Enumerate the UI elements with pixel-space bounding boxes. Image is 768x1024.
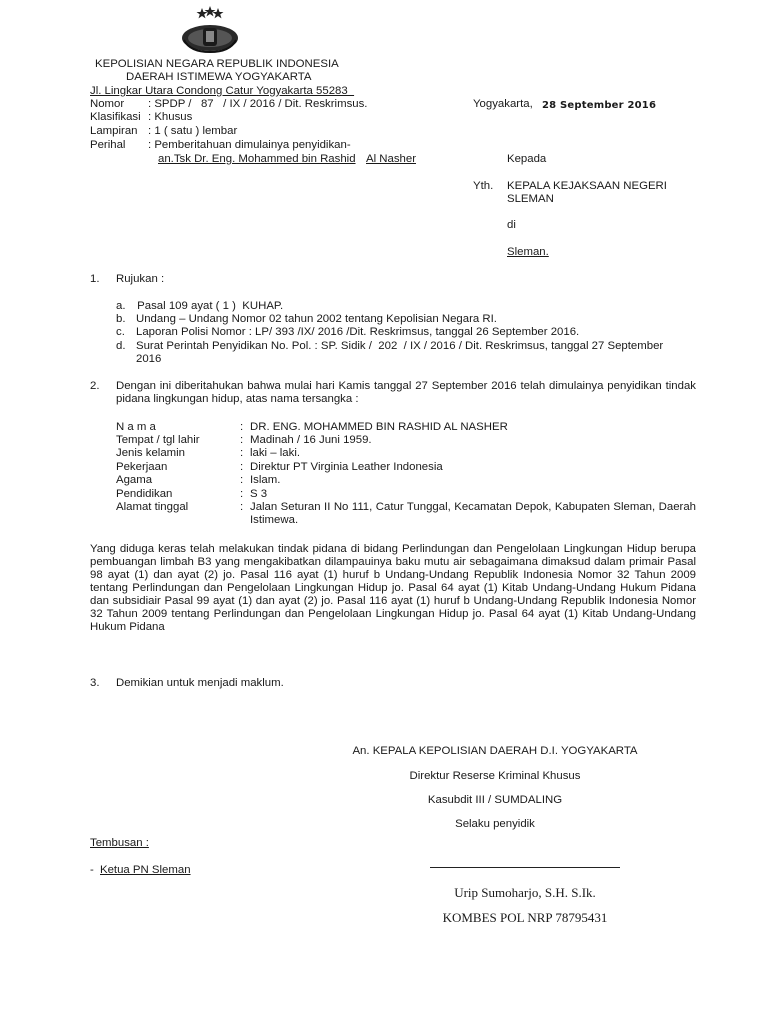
field-colon: : xyxy=(240,474,244,486)
letter-date: 28 September 2016 xyxy=(542,100,657,111)
klasifikasi-value: : Khusus xyxy=(148,111,193,123)
section2-number: 2. xyxy=(90,380,100,392)
tembusan-item: Ketua PN Sleman xyxy=(100,864,191,876)
field-value-ttl: Madinah / 16 Juni 1959. xyxy=(250,434,372,446)
field-label-ttl: Tempat / tgl lahir xyxy=(116,434,200,446)
ref-a-marker: a. xyxy=(116,300,126,312)
signer-name: Urip Sumoharjo, S.H. S.Ik. xyxy=(454,885,596,900)
field-colon: : xyxy=(240,421,244,433)
field-value-nama: DR. ENG. MOHAMMED BIN RASHID AL NASHER xyxy=(250,421,508,433)
field-colon: : xyxy=(240,461,244,473)
tembusan-dash: - xyxy=(90,864,94,876)
field-value-address: Jalan Seturan II No 111, Catur Tunggal, Kecamatan Depok, Kabupaten Sleman, Daerah Istimewa. xyxy=(250,501,696,526)
recipient-kepada: Kepada xyxy=(507,153,547,165)
signature-line4: Selaku penyidik xyxy=(455,818,535,830)
field-label-nama: N a m a xyxy=(116,421,156,433)
field-label-education: Pendidikan xyxy=(116,488,173,500)
police-emblem-icon xyxy=(178,6,242,54)
ref-a-text: Pasal 109 ayat ( 1 ) KUHAP. xyxy=(134,300,284,312)
recipient-line2: SLEMAN xyxy=(507,193,554,205)
signature-line3: Kasubdit III / SUMDALING xyxy=(427,794,563,806)
ref-b-text: Undang – Undang Nomor 02 tahun 2002 tentang Kepolisian Negara RI. xyxy=(136,313,497,325)
field-label-address: Alamat tinggal xyxy=(116,501,189,513)
org-line2: DAERAH ISTIMEWA YOGYAKARTA xyxy=(126,71,312,83)
nomor-label: Nomor xyxy=(90,98,125,110)
field-colon: : xyxy=(240,447,244,459)
ref-c-text: Laporan Polisi Nomor : LP/ 393 /IX/ 2016 /Dit. Reskrimsus, tanggal 26 September 2016. xyxy=(136,326,580,338)
recipient-yth: Yth. xyxy=(473,180,494,192)
tembusan-title: Tembusan : xyxy=(90,837,149,849)
perihal-value-line2: an.Tsk Dr. Eng. Mohammed bin Rashid xyxy=(158,153,356,165)
field-value-religion: Islam. xyxy=(250,474,281,486)
field-colon: : xyxy=(240,488,244,500)
recipient-place: Sleman. xyxy=(507,246,549,258)
perihal-value: : Pemberitahuan dimulainya penyidikan- xyxy=(148,139,351,151)
ref-d-marker: d. xyxy=(116,340,126,352)
recipient-line1: KEPALA KEJAKSAAN NEGERI xyxy=(507,180,667,192)
lampiran-label: Lampiran xyxy=(90,125,138,137)
section3-text: Demikian untuk menjadi maklum. xyxy=(116,677,284,689)
org-line1: KEPOLISIAN NEGARA REPUBLIK INDONESIA xyxy=(95,58,339,70)
field-label-gender: Jenis kelamin xyxy=(116,447,186,459)
ref-d-text: Surat Perintah Penyidikan No. Pol. : SP. Sidik / 202 / IX / 2016 / Dit. Reskrimsus, tanggal 27 September xyxy=(136,340,664,352)
nomor-value: : SPDP / 87 / IX / 2016 / Dit. Reskrimsus. xyxy=(148,98,368,110)
field-colon: : xyxy=(240,501,244,513)
ref-c-marker: c. xyxy=(116,326,125,338)
signer-rank: KOMBES POL NRP 78795431 xyxy=(442,910,608,925)
place-city: Yogyakarta, xyxy=(473,98,533,110)
signature-line xyxy=(430,867,620,868)
signature-line1: An. KEPALA KEPOLISIAN DAERAH D.I. YOGYAKARTA xyxy=(352,745,638,757)
section2-intro: Dengan ini diberitahukan bahwa mulai hari Kamis tanggal 27 September 2016 telah dimulainya penyidikan tindak pidana lingkungan hidup, atas nama tersangka : xyxy=(116,380,696,405)
charge-paragraph: Yang diduga keras telah melakukan tindak pidana di bidang Perlindungan dan Pengelolaan Lingkungan Hidup berupa pembuangan limbah B3 yang mengakibatkan dilampauinya baku mutu air sebagaimana dimaksud dalam primair Pasal 98 ayat (1) dan ayat (2) jo. Pasal 116 ayat (1) huruf b Undang-Undang Republik Indonesia Nomor 32 Tahun 2009 tentang Perlindungan dan Pengelolaan Lingkungan Hidup jo. Pasal 64 ayat (1) Kitab Undang-Undang Hukum Pidana dan subsidiair Pasal 99 ayat (1) dan ayat (2) jo. Pasal 116 ayat (1) huruf b Undang-Undang Republik Indonesia Nomor 32 Tahun 2009 tentang Perlindungan dan Pengelolaan Lingkungan Hidup jo. Pasal 64 ayat (1) Kitab Undang-Undang Hukum Pidana xyxy=(90,543,696,633)
perihal-value-name: Al Nasher xyxy=(366,153,417,165)
lampiran-value: : 1 ( satu ) lembar xyxy=(148,125,238,137)
perihal-label: Perihal xyxy=(90,139,126,151)
section1-number: 1. xyxy=(90,273,100,285)
field-value-job: Direktur PT Virginia Leather Indonesia xyxy=(250,461,443,473)
recipient-di: di xyxy=(507,219,516,231)
field-value-education: S 3 xyxy=(250,488,268,500)
address: Jl. Lingkar Utara Condong Catur Yogyakarta 55283 xyxy=(90,85,355,97)
ref-d-cont: 2016 xyxy=(136,353,162,365)
field-colon: : xyxy=(240,434,244,446)
signature-line2: Direktur Reserse Kriminal Khusus xyxy=(409,770,581,782)
section1-title: Rujukan : xyxy=(116,273,165,285)
ref-b-marker: b. xyxy=(116,313,126,325)
field-label-job: Pekerjaan xyxy=(116,461,168,473)
section3-number: 3. xyxy=(90,677,100,689)
field-label-religion: Agama xyxy=(116,474,153,486)
klasifikasi-label: Klasifikasi xyxy=(90,111,141,123)
field-value-gender: laki – laki. xyxy=(250,447,301,459)
